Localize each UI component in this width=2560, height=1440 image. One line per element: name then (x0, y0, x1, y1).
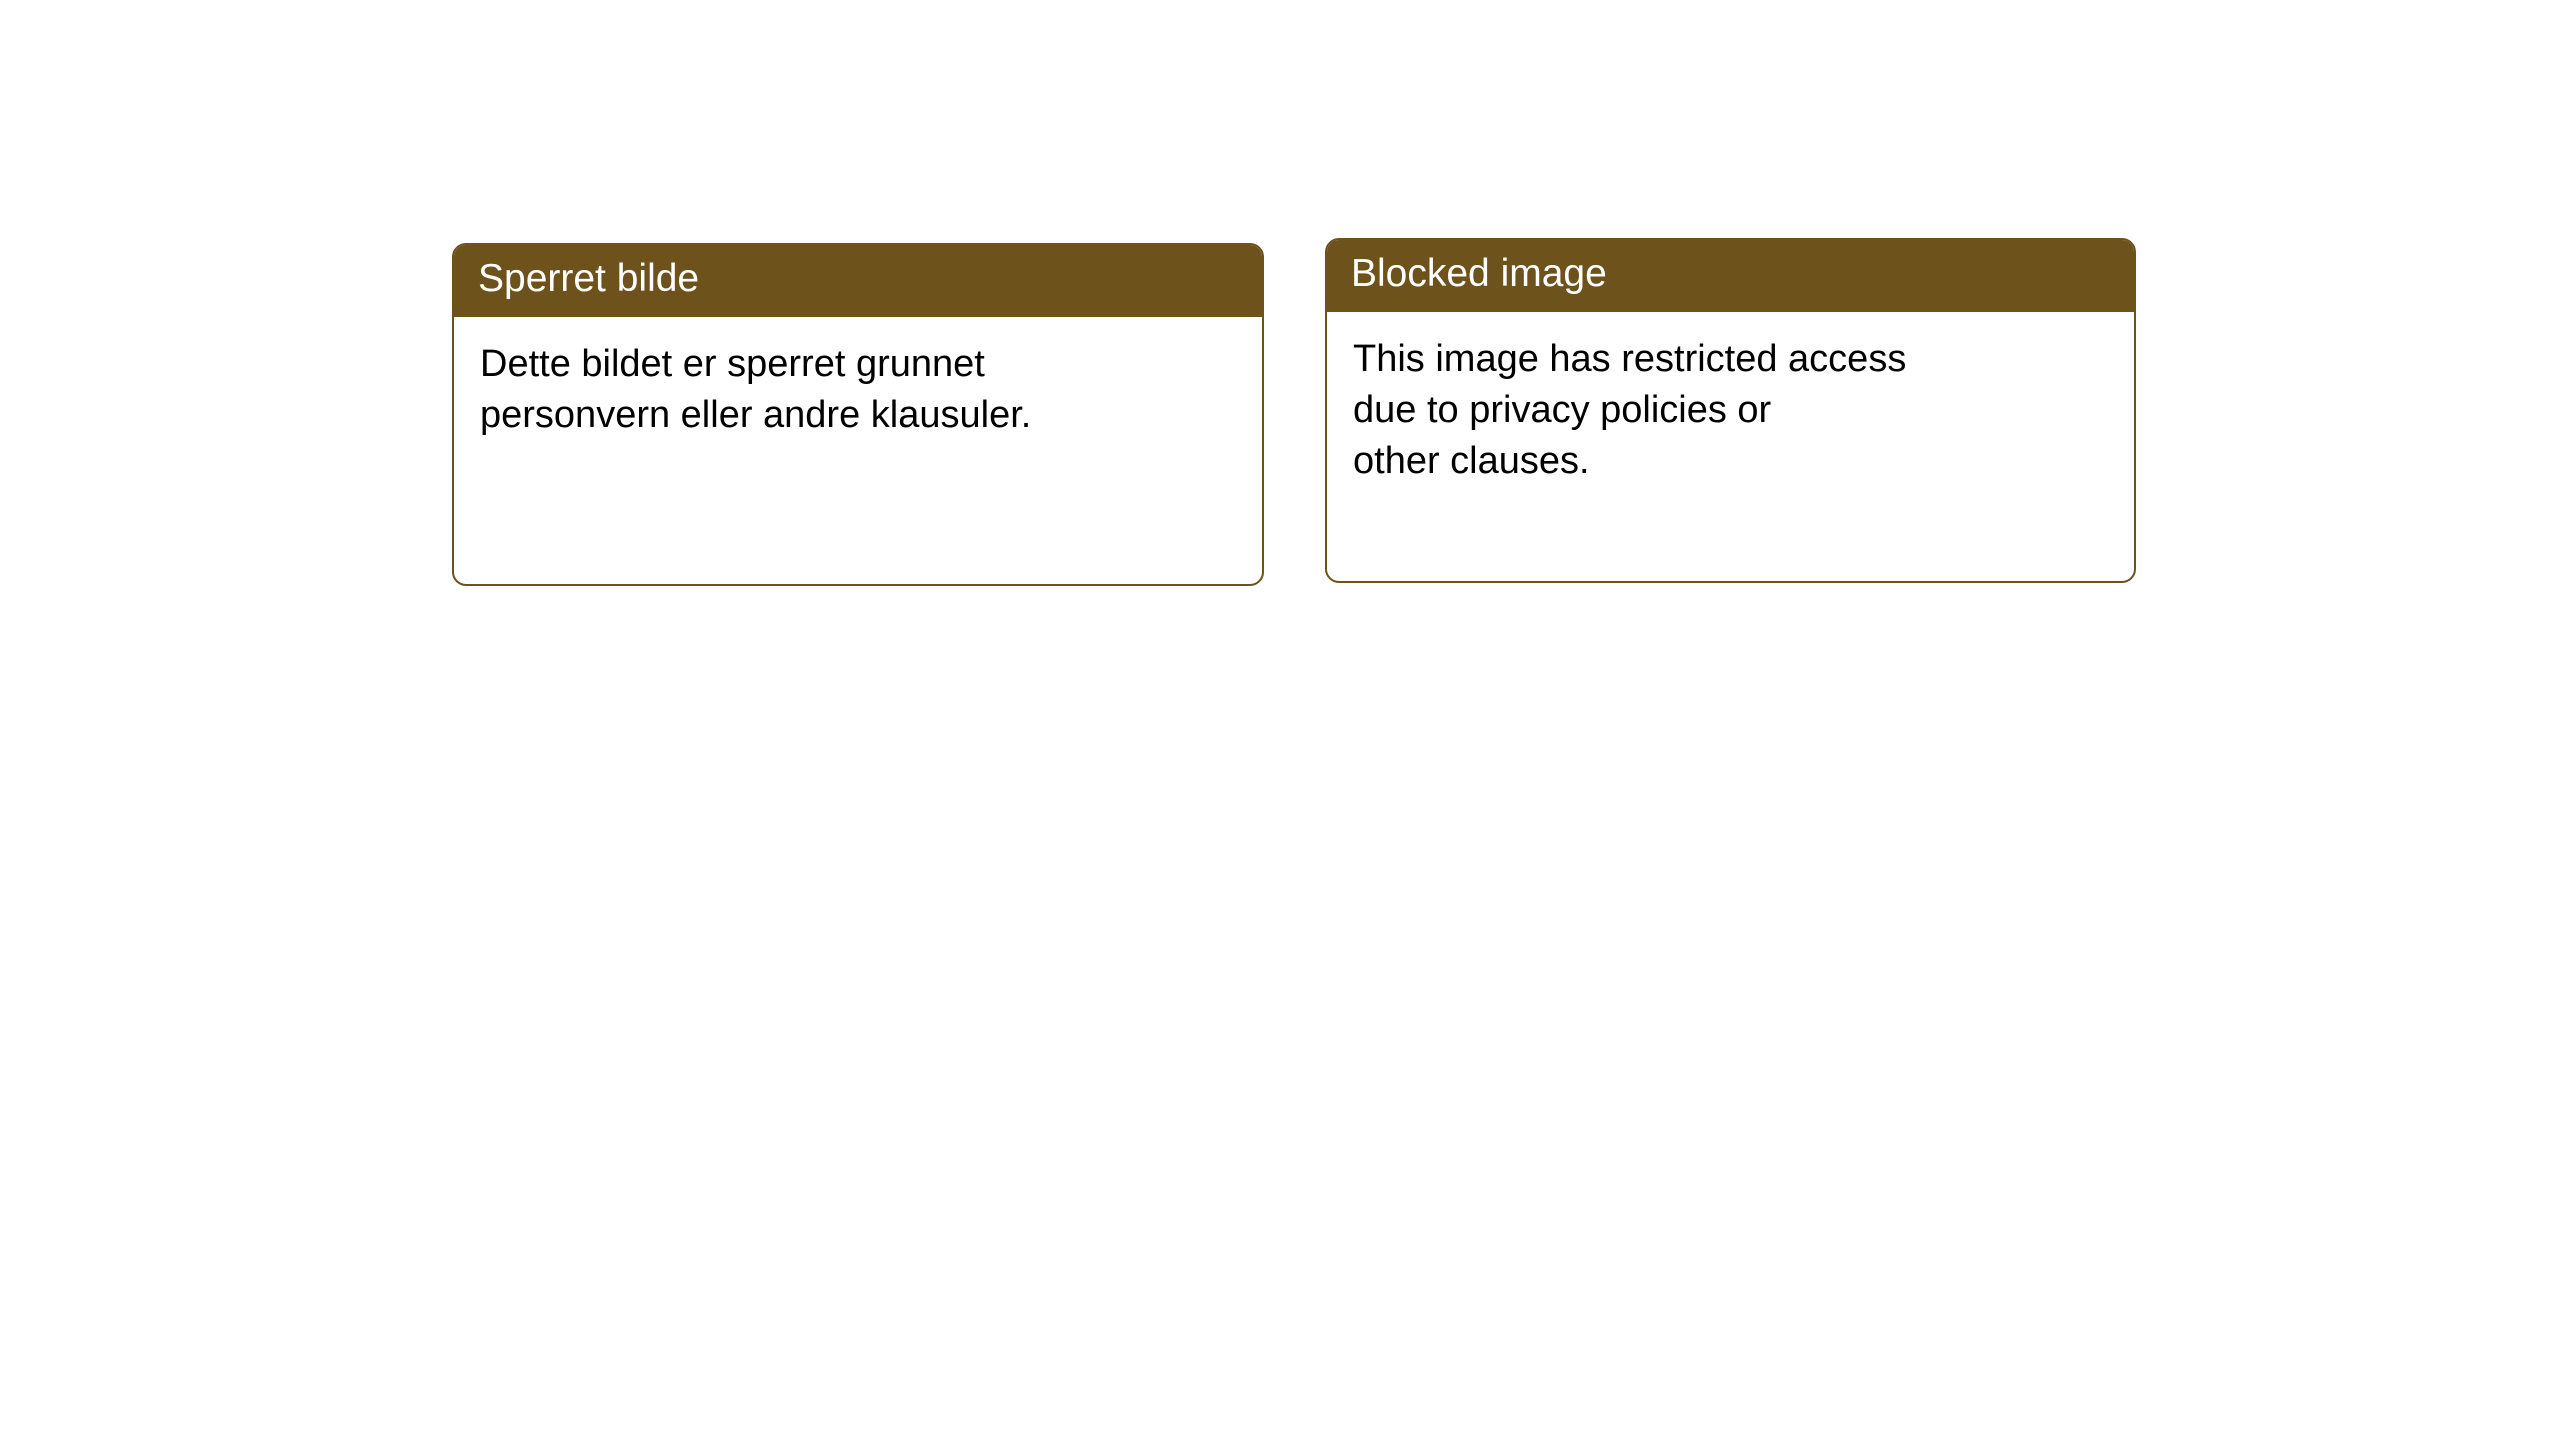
notice-body-line: other clauses. (1353, 440, 1590, 483)
blocked-image-notice-en (1325, 238, 2136, 583)
notice-body-line: due to privacy policies or (1353, 389, 1772, 432)
notice-body-line: Dette bildet er sperret grunnet (480, 342, 985, 385)
notice-body-en (1327, 312, 2134, 488)
notice-body-line: personvern eller andre klausuler. (480, 394, 1032, 437)
blocked-image-notice-no (452, 243, 1264, 586)
notice-title-en: Blocked image (1327, 240, 2134, 312)
notice-title-no: Sperret bilde (454, 245, 1262, 317)
notice-body-line: This image has restricted access (1353, 337, 1907, 380)
notice-body-no (454, 317, 1262, 442)
